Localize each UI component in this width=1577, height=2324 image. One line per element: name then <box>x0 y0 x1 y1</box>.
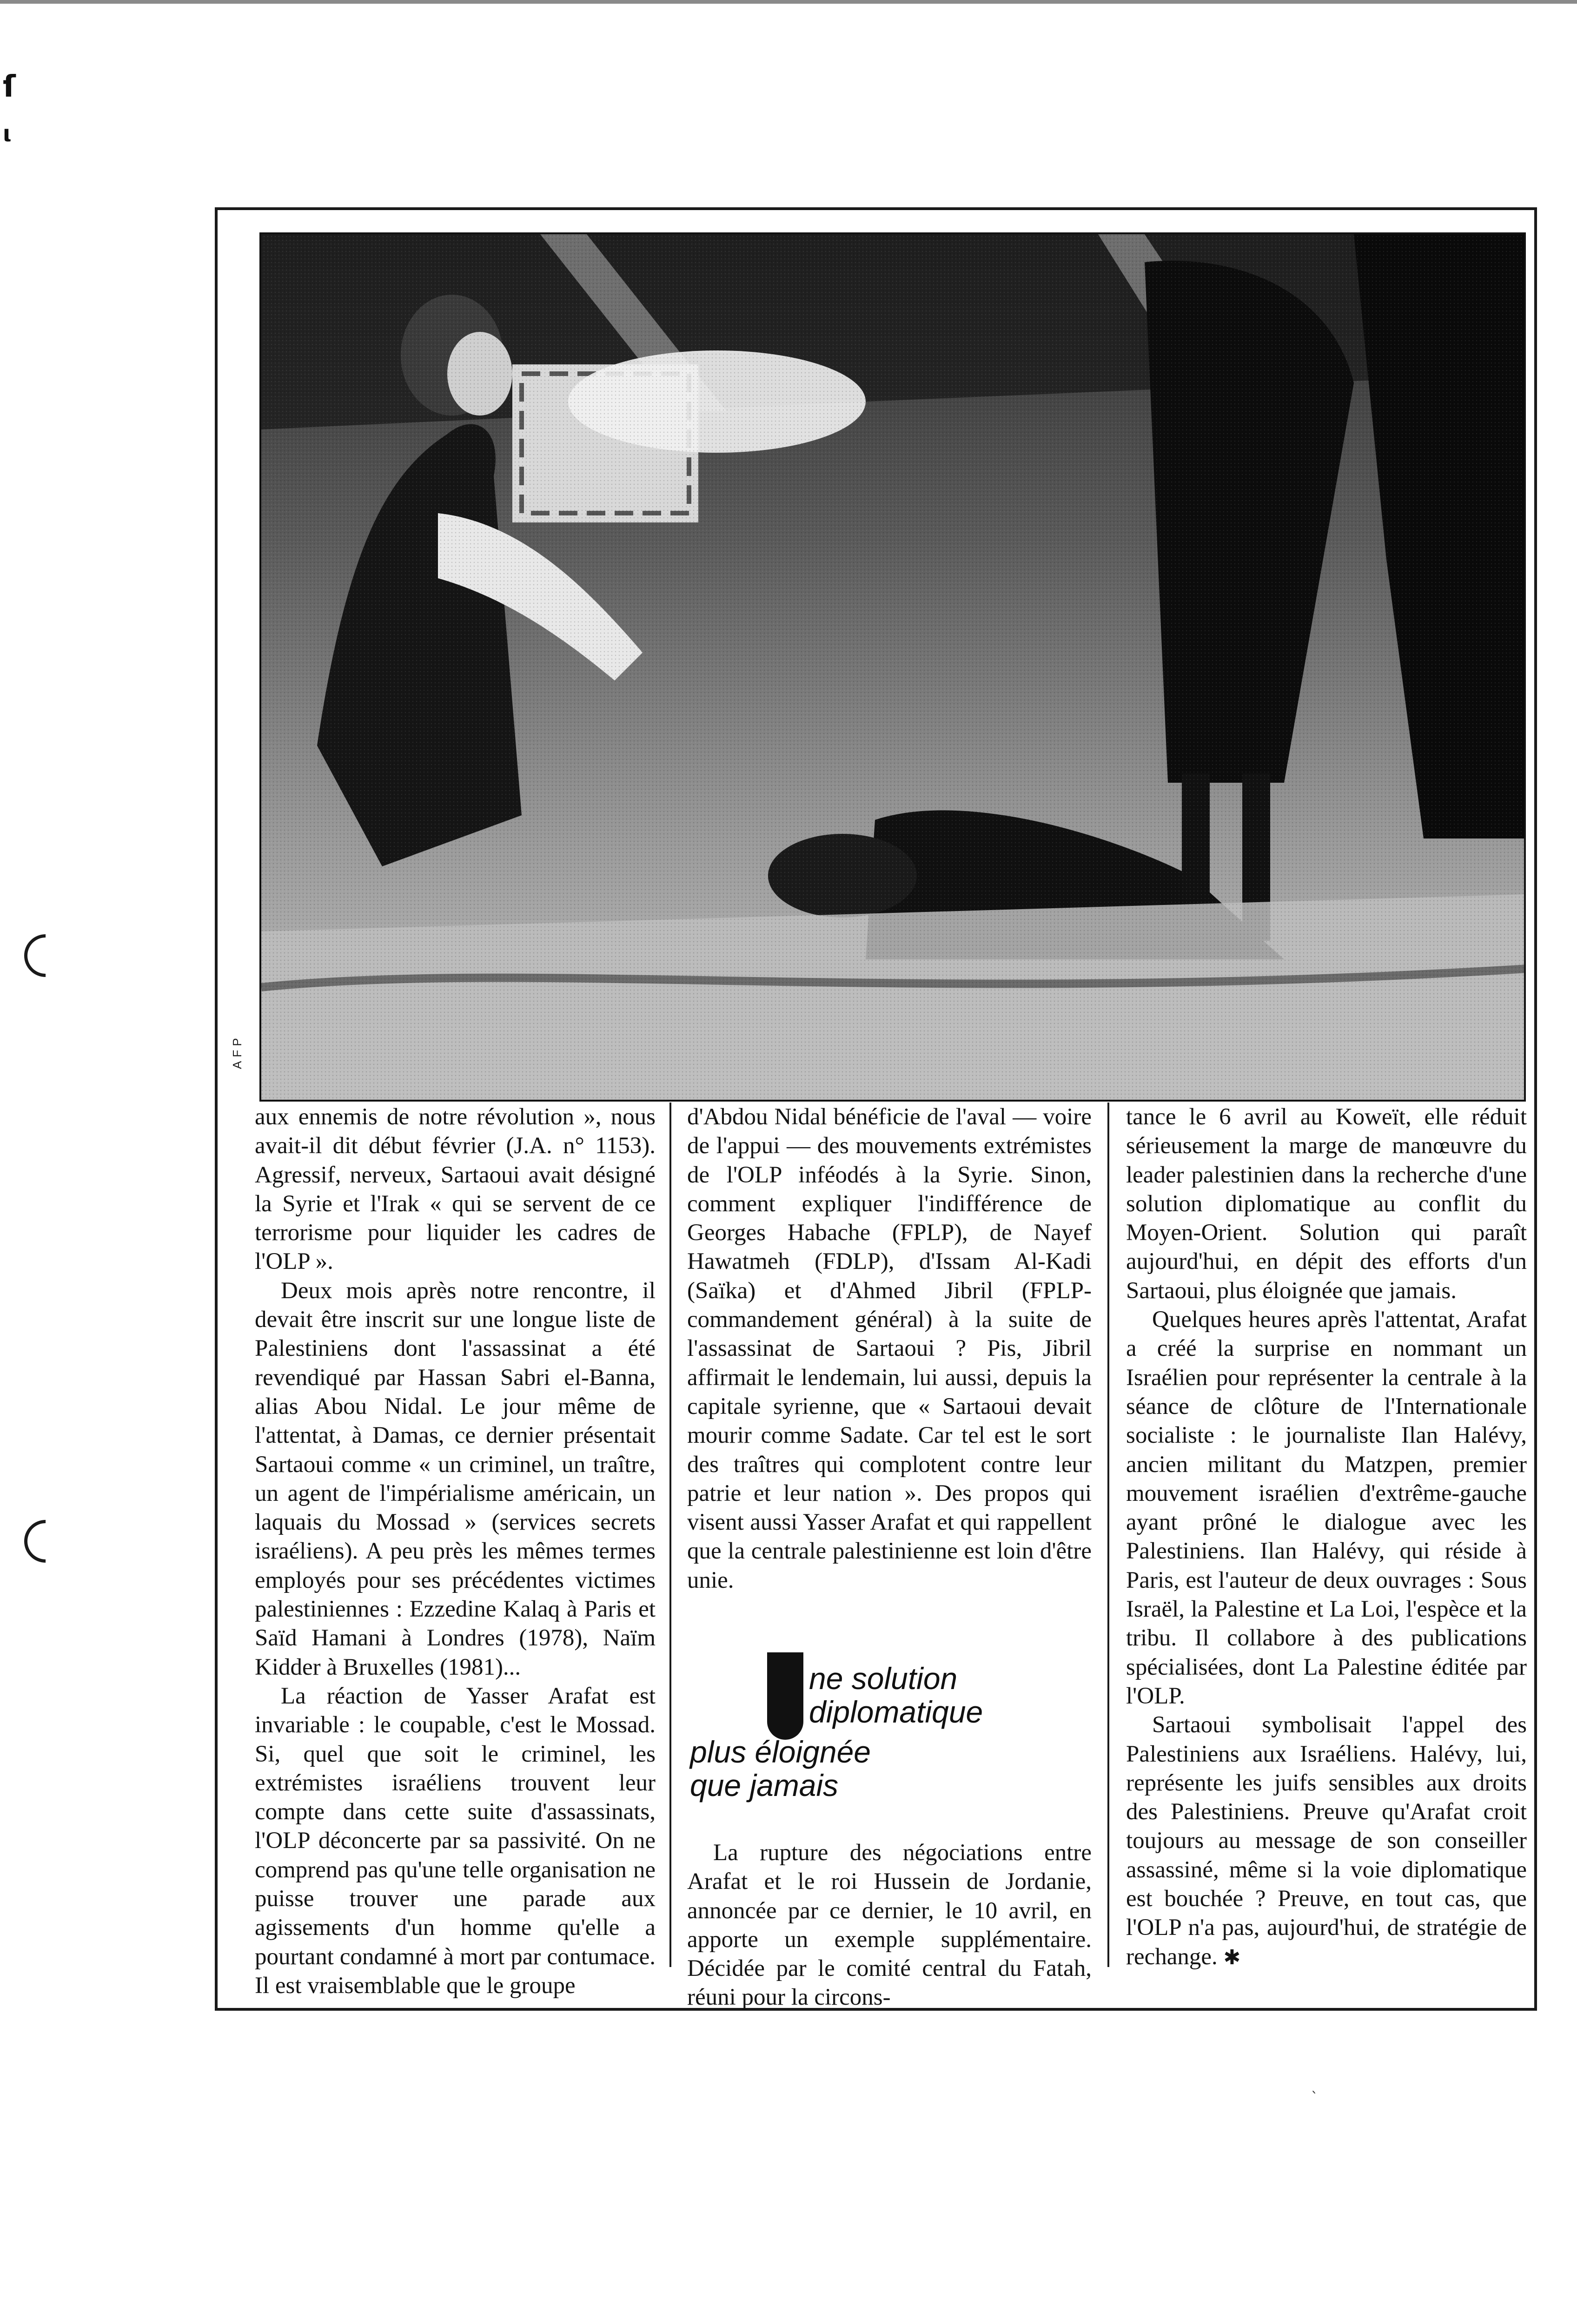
col1-paragraph-1: aux ennemis de notre révolution », nous avait-il dit début février (J.A. n° 1153). Agressif, nerveux, Sartaoui avait désigné la Syrie et l'Irak « qui se servent de ce terrorisme pour liquider les cadres de l'OLP ». <box>255 1104 656 1275</box>
photo-scene <box>261 234 1526 1102</box>
col3-paragraph-1: tance le 6 avril au Koweït, elle réduit sérieusement la marge de manœuvre du leader palestinien dans la recherche d'une solution diplomatique au conflit du Moyen-Orient. Solution qui paraît aujourd'hui, en dépit des efforts d'un Sartaoui, plus éloignée que jamais. <box>1126 1104 1527 1304</box>
headline-line-2: diplomatique <box>809 1695 983 1729</box>
margin-mark-second: ι <box>3 121 12 147</box>
column-divider-2 <box>1107 1103 1109 1967</box>
scan-speck: ˎ <box>1311 2078 1318 2094</box>
punch-hole-lower <box>15 1511 76 1571</box>
col3-paragraph-3 <box>1126 1710 1527 1972</box>
col1-paragraph-3: La réaction de Yasser Arafat est invariable : le coupable, c'est le Mossad. Si, quel que soit le criminel, les extrémistes israéliens trouvent leur compte dans cette suite d'assassinats, l'OLP déconcerte par sa passivité. On ne comprend pas qu'une telle organisation ne puisse trouver une parade aux agissements d'un homme qu'elle a pourtant condamné à mort par contumace. Il est vraisemblable que le groupe <box>255 1683 656 1999</box>
col2-paragraph-1: d'Abdou Nidal bénéficie de l'aval — voire de l'appui — des mouvements extrémistes de l'OLP inféodés à la Syrie. Sinon, comment expliquer l'indifférence de Georges Habache (FPLP), de Nayef Hawatmeh (FDLP), d'Issam Al-Kadi (Saïka) et d'Ahmed Jibril (FPLP-commandement général) à la suite de l'assassinat de Sartaoui ? Pis, Jibril affirmait le lendemain, lui aussi, depuis la capitale syrienne, que « Sartaoui devait mourir comme Sadate. Car tel est le sort des traîtres qui complotent contre leur patrie et leur nation ». Des propos qui visent aussi Yasser Arafat et qui rappellent que la centrale palestinienne est loin d'être unie. <box>687 1104 1092 1593</box>
col2-paragraph-2: La rupture des négociations entre Arafat et le roi Hussein de Jordanie, annoncée par ce dernier, le 10 avril, en apporte un exemple supplémentaire. Décidée par le comité central du Fatah, réuni pour la circons- <box>687 1840 1092 2011</box>
punch-hole-upper <box>15 925 76 986</box>
column-1 <box>255 1103 656 2000</box>
column-2-continued <box>687 1838 1092 2012</box>
col3-paragraph-3-text: Sartaoui symbolisait l'appel des Palestiniens aux Israéliens. Halévy, lui, représente les juifs sensibles aux droits des Palestiniens. Preuve qu'Arafat croit toujours au message de son conseiller assassiné, même si la voie diplomatique est bouchée ? Preuve, en tout cas, que l'OLP n'a pas, aujourd'hui, de stratégie de rechange. <box>1126 1712 1527 1970</box>
col1-paragraph-2: Deux mois après notre rencontre, il devait être inscrit sur une longue liste de Palestiniens dont l'assassinat a été revendiqué par Hassan Sabri el-Banna, alias Abou Nidal. Le jour même de l'attentat, à Damas, ce dernier présentait Sartaoui comme « un criminel, un traître, un agent de l'impérialisme américain, un laquais du Mossad » (services secrets israéliens). A peu près les mêmes termes employés pour ses précédentes victimes palestiniennes : Ezzedine Kalaq à Paris et Saïd Hamani à Londres (1978), Naïm Kidder à Bruxelles (1981)... <box>255 1277 656 1680</box>
headline-line-3: plus éloignée <box>690 1735 871 1769</box>
end-mark-icon: ✱ <box>1223 1945 1241 1969</box>
top-scan-rule <box>0 0 1577 4</box>
col3-paragraph-2: Quelques heures après l'attentat, Arafat a créé la surprise en nommant un Israélien pour représenter la centrale à la séance de clôture de l'Internationale socialiste : le journaliste Ilan Halévy, ancien militant du Matzpen, premier mouvement israélien d'extrême-gauche ayant prôné le dialogue avec les Palestiniens. Ilan Halévy, qui réside à Paris, est l'auteur de deux ouvrages : Sous Israël, la Palestine et La Loi, l'espèce et la tribu. Il collabore à des publications spécialisées, dont La Palestine éditée par l'OLP. <box>1126 1307 1527 1709</box>
column-divider-1 <box>669 1103 671 1967</box>
margin-mark-top: ſ <box>3 70 16 104</box>
headline-line-1: ne solution <box>809 1661 958 1696</box>
photo-credit: AFP <box>230 1034 244 1069</box>
drop-cap-u <box>767 1652 803 1740</box>
section-headline <box>687 1652 1106 1820</box>
column-2 <box>687 1103 1092 1595</box>
news-photo <box>259 232 1526 1102</box>
headline-line-4: que jamais <box>690 1768 839 1802</box>
column-3 <box>1126 1103 1527 1972</box>
